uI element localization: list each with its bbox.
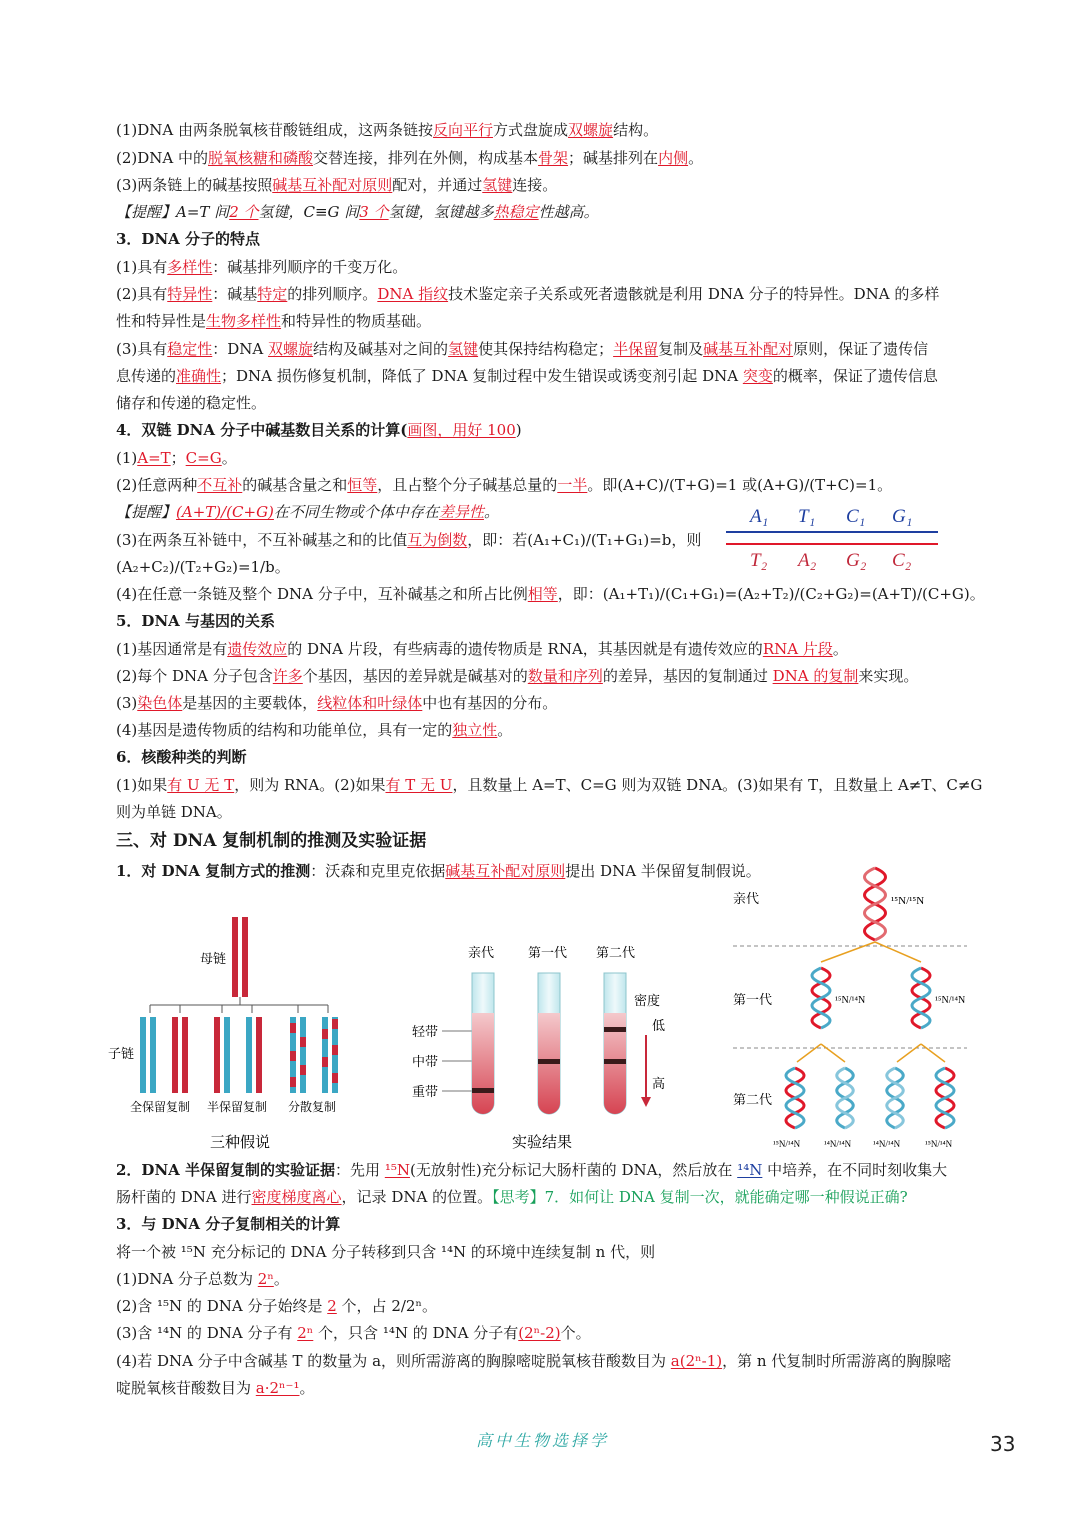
- child-strand-label: 子链: [108, 1046, 135, 1061]
- gen2-helix: [936, 1068, 954, 1128]
- text-line: 2．DNA 半保留复制的实验证据：先用 ¹⁵N(无放射性)充分标记大肠杆菌的 DNA，然后放在 ¹⁴N 中培养，在不同时刻收集大: [116, 1161, 948, 1179]
- daughter-strand: [182, 1017, 188, 1093]
- hypothesis-label: 半保留复制: [207, 1100, 268, 1114]
- band-label: 轻带: [412, 1024, 439, 1039]
- dispersive-strands: [290, 1017, 338, 1093]
- strand-base: A₁: [750, 506, 769, 527]
- text-line: (3)具有稳定性：DNA 双螺旋结构及碱基对之间的氢键使其保持结构稳定；半保留复制及碱基互补配对原则，保证了遗传信: [116, 340, 929, 358]
- text-line: (1)如果有 U 无 T，则为 RNA。(2)如果有 T 无 U，且数量上 A=T、C=G 则为双链 DNA。(3)如果有 T，且数量上 A≠T、C≠G: [116, 776, 983, 794]
- text-line: (4)基因是遗传物质的结构和功能单位，具有一定的独立性。: [116, 721, 513, 739]
- row-label: 第二代: [733, 1092, 773, 1107]
- daughter-strand: [140, 1017, 146, 1093]
- three-hypotheses-figure: [100, 905, 370, 1160]
- chapter-heading: 三、对 DNA 复制机制的推测及实验证据: [116, 831, 427, 851]
- density-high: 高: [652, 1076, 666, 1091]
- helix-label: ¹⁴N/¹⁴N: [824, 1139, 852, 1149]
- generation-label: 亲代: [468, 945, 495, 960]
- footer-brand: 高中生物选择学: [476, 1431, 610, 1450]
- dna-band: [604, 1027, 626, 1032]
- text-line: (3)两条链上的碱基按照碱基互补配对原则配对，并通过氢键连接。: [116, 176, 558, 194]
- density-label: 密度: [634, 993, 661, 1008]
- text-line: 性和特异性是生物多样性和特异性的物质基础。: [116, 312, 432, 330]
- strand-base: G₂: [846, 550, 867, 571]
- helix-label: ¹⁵N/¹⁴N: [925, 1139, 953, 1149]
- reminder-line: 【提醒】(A+T)/(C+G)在不同生物或个体中存在差异性。: [116, 503, 499, 521]
- helix-label: ¹⁴N/¹⁴N: [873, 1139, 901, 1149]
- daughter-strand: [224, 1017, 230, 1093]
- text-line: (4)若 DNA 分子中含碱基 T 的数量为 a，则所需游离的胸腺嘧啶脱氧核苷酸数目为 a(2ⁿ-1)，第 n 代复制时所需游离的胸腺嘧: [116, 1352, 952, 1370]
- gen2-helix: [887, 1068, 904, 1128]
- text-line: (2)含 ¹⁵N 的 DNA 分子始终是 2 个，占 2/2ⁿ。: [116, 1297, 437, 1315]
- section-heading: 6．核酸种类的判断: [116, 748, 247, 766]
- helix-label: ¹⁵N/¹⁵N: [891, 895, 925, 907]
- dna-band: [472, 1088, 494, 1093]
- helix-label: ¹⁵N/¹⁴N: [773, 1139, 801, 1149]
- text-line: 将一个被 ¹⁵N 充分标记的 DNA 分子转移到只含 ¹⁴N 的环境中连续复制 n 代，则: [116, 1243, 656, 1261]
- text-line: 肠杆菌的 DNA 进行密度梯度离心，记录 DNA 的位置。【思考】7．如何让 DNA 复制一次，就能确定哪一种假说正确?: [116, 1188, 908, 1206]
- dna-band: [604, 1059, 626, 1064]
- text-line: 1．对 DNA 复制方式的推测：沃森和克里克依据碱基互补配对原则提出 DNA 半保留复制假说。: [116, 862, 761, 880]
- row-label: 亲代: [733, 891, 760, 906]
- band-label: 中带: [412, 1054, 439, 1069]
- section-heading: 3．DNA 分子的特点: [116, 230, 261, 248]
- text-line: (2)DNA 中的脱氧核糖和磷酸交替连接，排列在外侧，构成基本骨架；碱基排列在内侧。: [116, 149, 704, 167]
- strand-base: T₁: [798, 506, 816, 527]
- strand-base: G₁: [892, 506, 913, 527]
- mother-strand: [232, 917, 238, 997]
- gen1-helix: [912, 968, 930, 1028]
- strand-base: C₂: [892, 550, 912, 571]
- text-line: (3)在两条互补链中，不互补碱基之和的比值互为倒数，即：若(A₁+C₁)/(T₁+G₁)=b，则: [116, 531, 702, 549]
- text-line: (2)任意两种不互补的碱基含量之和恒等，且占整个分子碱基总量的一半。即(A+C)/(T+G)=1 或(A+G)/(T+C)=1。: [116, 476, 893, 494]
- page-number: 33: [990, 1432, 1016, 1456]
- tube: [538, 973, 560, 1114]
- text-line: (4)在任意一条链及整个 DNA 分子中，互补碱基之和所占比例相等，即：(A₁+T₁)/(C₁+G₁)=(A₂+T₂)/(C₂+G₂)=(A+T)/(C+G)。: [116, 585, 985, 603]
- helix-label: ¹⁵N/¹⁴N: [935, 995, 966, 1006]
- replication-helix-figure: [725, 860, 975, 1155]
- daughter-strand: [172, 1017, 178, 1093]
- text-line: (1)A=T；C=G。: [116, 449, 237, 467]
- text-line: (2)每个 DNA 分子包含许多个基因，基因的差异就是碱基对的数量和序列的差异，基因的复制通过 DNA 的复制来实现。: [116, 667, 919, 685]
- text-line: (1)DNA 分子总数为 2ⁿ。: [116, 1270, 289, 1288]
- dna-band: [538, 1059, 560, 1064]
- text-line: 储存和传递的稳定性。: [116, 394, 267, 412]
- tube: [604, 973, 626, 1114]
- text-line: (3)含 ¹⁴N 的 DNA 分子有 2ⁿ 个，只含 ¹⁴N 的 DNA 分子有(2ⁿ-2)个。: [116, 1324, 591, 1342]
- strand-pairing-diagram: [716, 498, 946, 576]
- row-label: 第一代: [733, 992, 773, 1007]
- tube: [472, 973, 494, 1114]
- helix-label: ¹⁵N/¹⁴N: [835, 995, 866, 1006]
- text-line: (1)具有多样性：碱基排列顺序的千变万化。: [116, 258, 408, 276]
- mother-strand-label: 母链: [200, 951, 227, 966]
- band-label: 重带: [412, 1084, 439, 1099]
- think-question: 【思考】7．如何让 DNA 复制一次，就能确定哪一种假说正确?: [492, 1188, 908, 1206]
- reminder-line: 【提醒】A=T 间2 个氢键，C≡G 间3 个氢键，氢键越多热稳定性越高。: [116, 203, 599, 221]
- section-heading: 4．双链 DNA 分子中碱基数目关系的计算(画图，用好 100): [116, 421, 522, 439]
- text-line: (2)具有特异性：碱基特定的排列顺序。DNA 指纹技术鉴定亲子关系或死者遗骸就是利用 DNA 分子的特异性。DNA 的多样: [116, 285, 940, 303]
- mother-strand: [242, 917, 248, 997]
- hypothesis-label: 分散复制: [288, 1100, 337, 1114]
- text-line: (1)基因通常是有遗传效应的 DNA 片段，有些病毒的遗传物质是 RNA，其基因就是有遗传效应的RNA 片段。: [116, 640, 848, 658]
- centrifuge-result-figure: [400, 935, 690, 1160]
- text-line: (3)染色体是基因的主要载体，线粒体和叶绿体中也有基因的分布。: [116, 694, 558, 712]
- daughter-strand: [246, 1017, 252, 1093]
- generation-label: 第二代: [596, 945, 636, 960]
- density-low: 低: [652, 1018, 666, 1033]
- figure-caption: 实验结果: [512, 1134, 573, 1151]
- section-heading: 5．DNA 与基因的关系: [116, 612, 276, 630]
- gen1-helix: [812, 968, 830, 1028]
- figure-caption: 三种假说: [210, 1134, 271, 1151]
- daughter-strand: [150, 1017, 156, 1093]
- gen2-helix: [786, 1068, 804, 1128]
- strand-base: A₂: [798, 550, 817, 571]
- daughter-strand: [256, 1017, 262, 1093]
- daughter-strand: [214, 1017, 220, 1093]
- gen2-helix: [837, 1068, 854, 1128]
- text-line: (1)DNA 由两条脱氧核苷酸链组成，这两条链按反向平行方式盘旋成双螺旋结构。: [116, 121, 659, 139]
- strand-base: T₂: [750, 550, 768, 571]
- text-line: 则为单链 DNA。: [116, 803, 232, 821]
- section-heading: 3．与 DNA 分子复制相关的计算: [116, 1215, 341, 1233]
- hypothesis-label: 全保留复制: [130, 1100, 191, 1114]
- parent-helix: [865, 868, 886, 940]
- text-line: 息传递的准确性；DNA 损伤修复机制，降低了 DNA 复制过程中发生错误或诱变剂引起 DNA 突变的概率，保证了遗传信息: [116, 367, 938, 385]
- strand-base: C₁: [846, 506, 866, 527]
- text-line: 啶脱氧核苷酸数目为 a·2ⁿ⁻¹。: [116, 1379, 315, 1397]
- generation-label: 第一代: [528, 945, 568, 960]
- text-line: (A₂+C₂)/(T₂+G₂)=1/b。: [116, 558, 290, 576]
